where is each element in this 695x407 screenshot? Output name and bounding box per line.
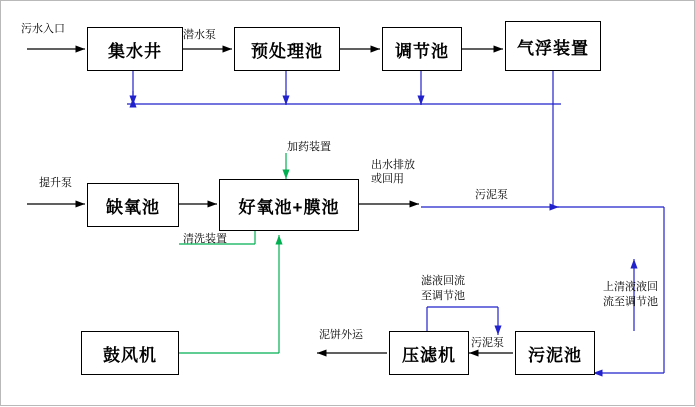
label-inlet: 污水入口	[21, 23, 65, 35]
label-dosing-device: 加药装置	[287, 141, 331, 153]
label-effluent-discharge-line2: 或回用	[371, 173, 404, 185]
node-air-flotation[interactable]	[505, 21, 601, 71]
node-label: 污泥池	[528, 345, 582, 365]
label-submersible-pump: 潜水泵	[183, 29, 216, 41]
label-filtrate-return-line2: 至调节池	[421, 290, 465, 302]
label-cleaning-device: 清洗装置	[183, 233, 227, 245]
node-blower[interactable]	[81, 331, 179, 375]
node-anoxic-tank[interactable]	[87, 183, 179, 227]
node-label: 压滤机	[402, 345, 456, 365]
label-filtrate-return-line1: 滤液回流	[421, 275, 465, 287]
label-supernatant-return-line1: 上清液液回	[603, 281, 658, 293]
node-collection-well[interactable]	[87, 27, 183, 71]
node-label: 缺氧池	[106, 197, 160, 217]
node-aerobic-membrane-tank[interactable]	[219, 179, 359, 231]
node-label: 好氧池+膜池	[238, 197, 340, 217]
node-label: 预处理池	[251, 41, 323, 61]
label-sludge-pump-bottom: 污泥泵	[471, 337, 504, 349]
label-lift-pump: 提升泵	[39, 177, 72, 189]
node-label: 鼓风机	[103, 345, 157, 365]
label-supernatant-return-line2: 流至调节池	[603, 296, 658, 308]
label-effluent-discharge-line1: 出水排放	[371, 159, 415, 171]
node-sludge-tank[interactable]	[515, 331, 595, 375]
node-filter-press[interactable]	[389, 331, 469, 375]
node-label: 集水井	[108, 41, 162, 61]
node-label: 气浮装置	[517, 38, 589, 58]
label-cake-transport: 泥饼外运	[319, 329, 363, 341]
label-sludge-pump-top: 污泥泵	[475, 189, 508, 201]
node-adjusting-tank[interactable]	[382, 27, 462, 71]
node-pretreatment-tank[interactable]	[234, 27, 340, 71]
node-label: 调节池	[395, 41, 449, 61]
